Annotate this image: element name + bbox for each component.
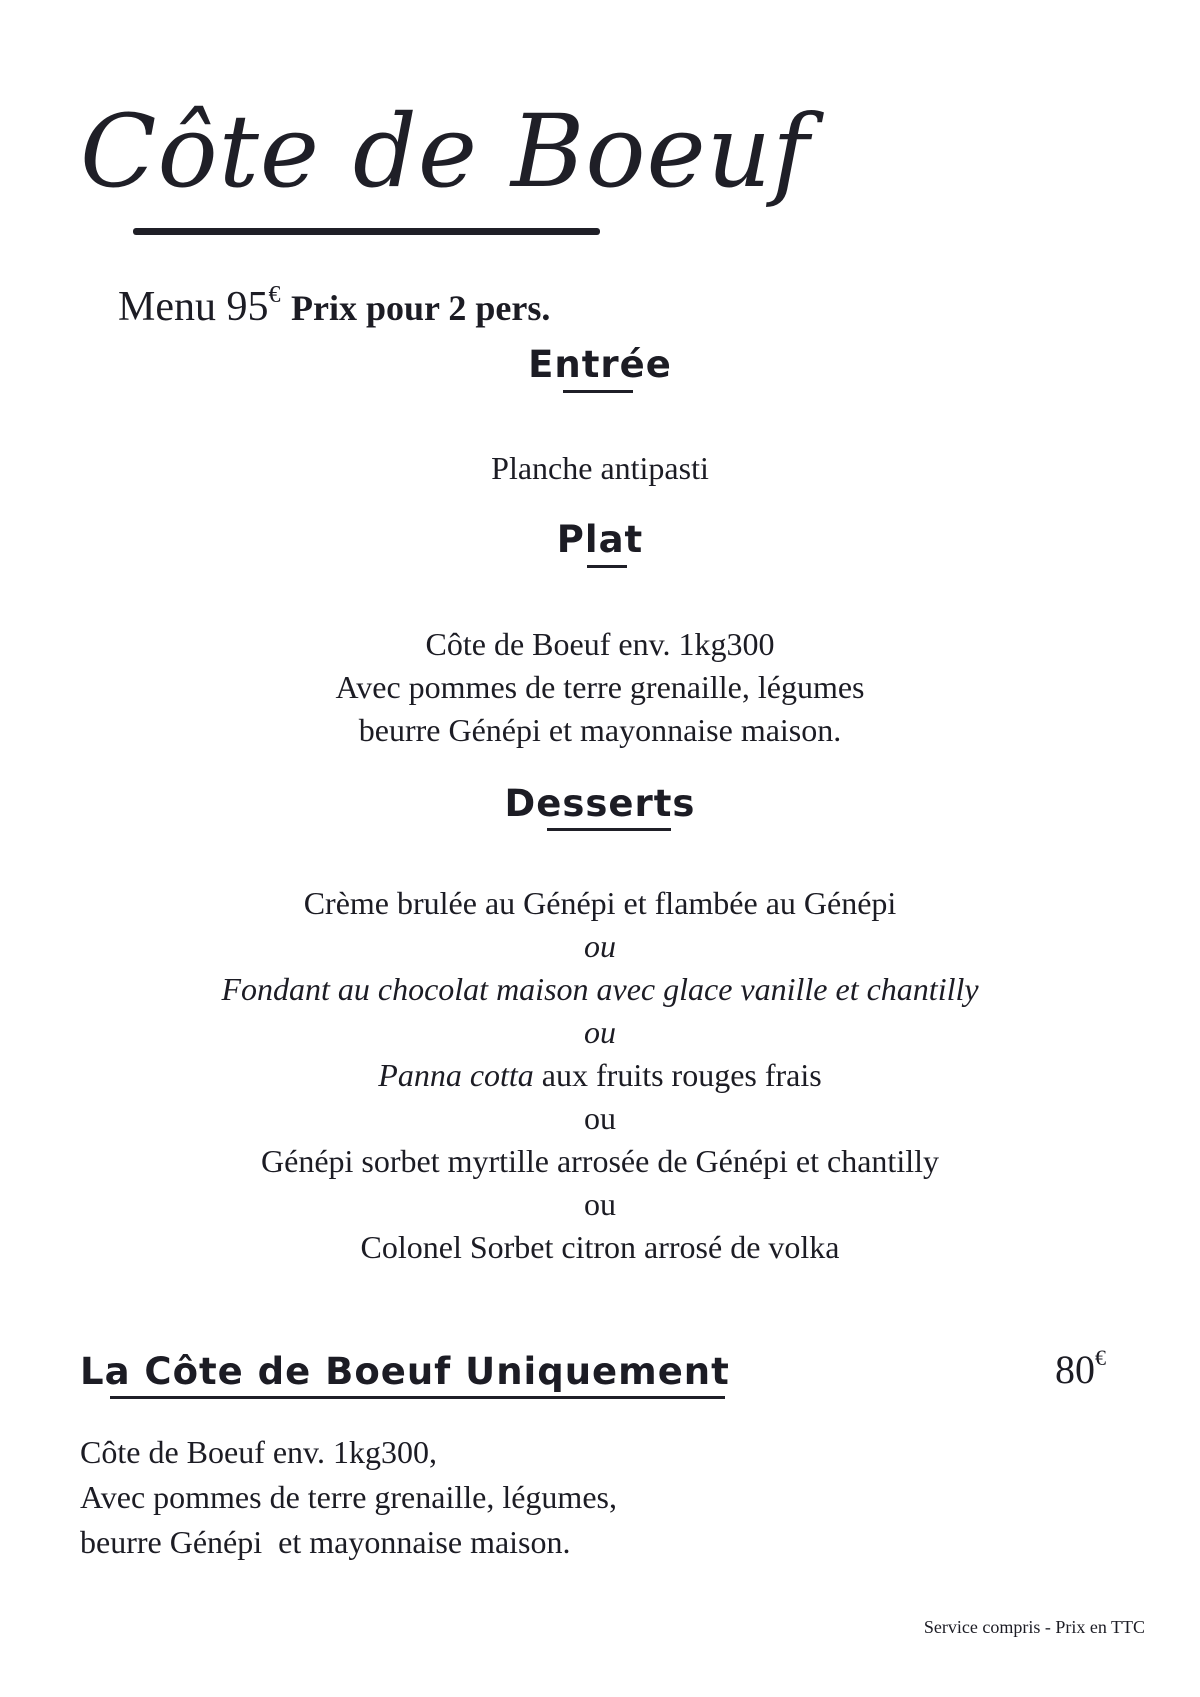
plat-underline — [587, 565, 627, 568]
plat-item-line-3: beurre Génépi et mayonnaise maison. — [358, 712, 842, 748]
dessert-item-3-italic: Panna cotta — [378, 1057, 534, 1093]
uniquement-underline — [110, 1396, 725, 1399]
uniquement-price-value: 80 — [1055, 1347, 1095, 1392]
title-underline — [133, 228, 600, 235]
section-heading-plat: Plat — [556, 518, 644, 561]
uniquement-line-3: beurre Génépi et mayonnaise maison. — [80, 1524, 571, 1560]
dessert-item-2: Fondant au chocolat maison avec glace vanille et chantilly — [221, 971, 979, 1007]
uniquement-line-2: Avec pommes de terre grenaille, légumes, — [80, 1479, 617, 1515]
uniquement-price-currency: € — [1095, 1345, 1106, 1370]
dessert-item-3 — [0, 1054, 1200, 1097]
dessert-separator-1: ou — [584, 928, 616, 964]
entree-item: Planche antipasti — [491, 450, 709, 486]
plat-item-line-1: Côte de Boeuf env. 1kg300 — [425, 626, 775, 662]
menu-price-note: Prix pour 2 pers. — [291, 288, 551, 328]
menu-currency: € — [268, 282, 281, 308]
menu-label: Menu 95 — [118, 284, 269, 330]
section-heading-desserts: Desserts — [504, 782, 696, 825]
dessert-separator-2: ou — [584, 1014, 616, 1050]
plat-item-line-2: Avec pommes de terre grenaille, légumes — [335, 669, 865, 705]
dessert-item-4: Génépi sorbet myrtille arrosée de Génépi et chantilly — [261, 1143, 939, 1179]
dessert-separator-3: ou — [584, 1100, 616, 1136]
section-heading-uniquement: La Côte de Boeuf Uniquement — [80, 1350, 730, 1393]
footer-note: Service compris - Prix en TTC — [923, 1617, 1145, 1637]
dessert-separator-4: ou — [584, 1186, 616, 1222]
desserts-underline — [547, 828, 671, 831]
dessert-item-1: Crème brulée au Génépi et flambée au Génépi — [303, 885, 897, 921]
dessert-item-3-rest: aux fruits rouges frais — [533, 1057, 822, 1093]
section-heading-entree: Entrée — [528, 343, 672, 386]
uniquement-line-1: Côte de Boeuf env. 1kg300, — [80, 1434, 437, 1470]
page-title: Côte de Boeuf — [80, 93, 811, 210]
menu-price-line — [118, 265, 550, 338]
uniquement-price — [1055, 1345, 1106, 1393]
dessert-item-5: Colonel Sorbet citron arrosé de volka — [360, 1229, 840, 1265]
entree-underline — [563, 390, 633, 393]
